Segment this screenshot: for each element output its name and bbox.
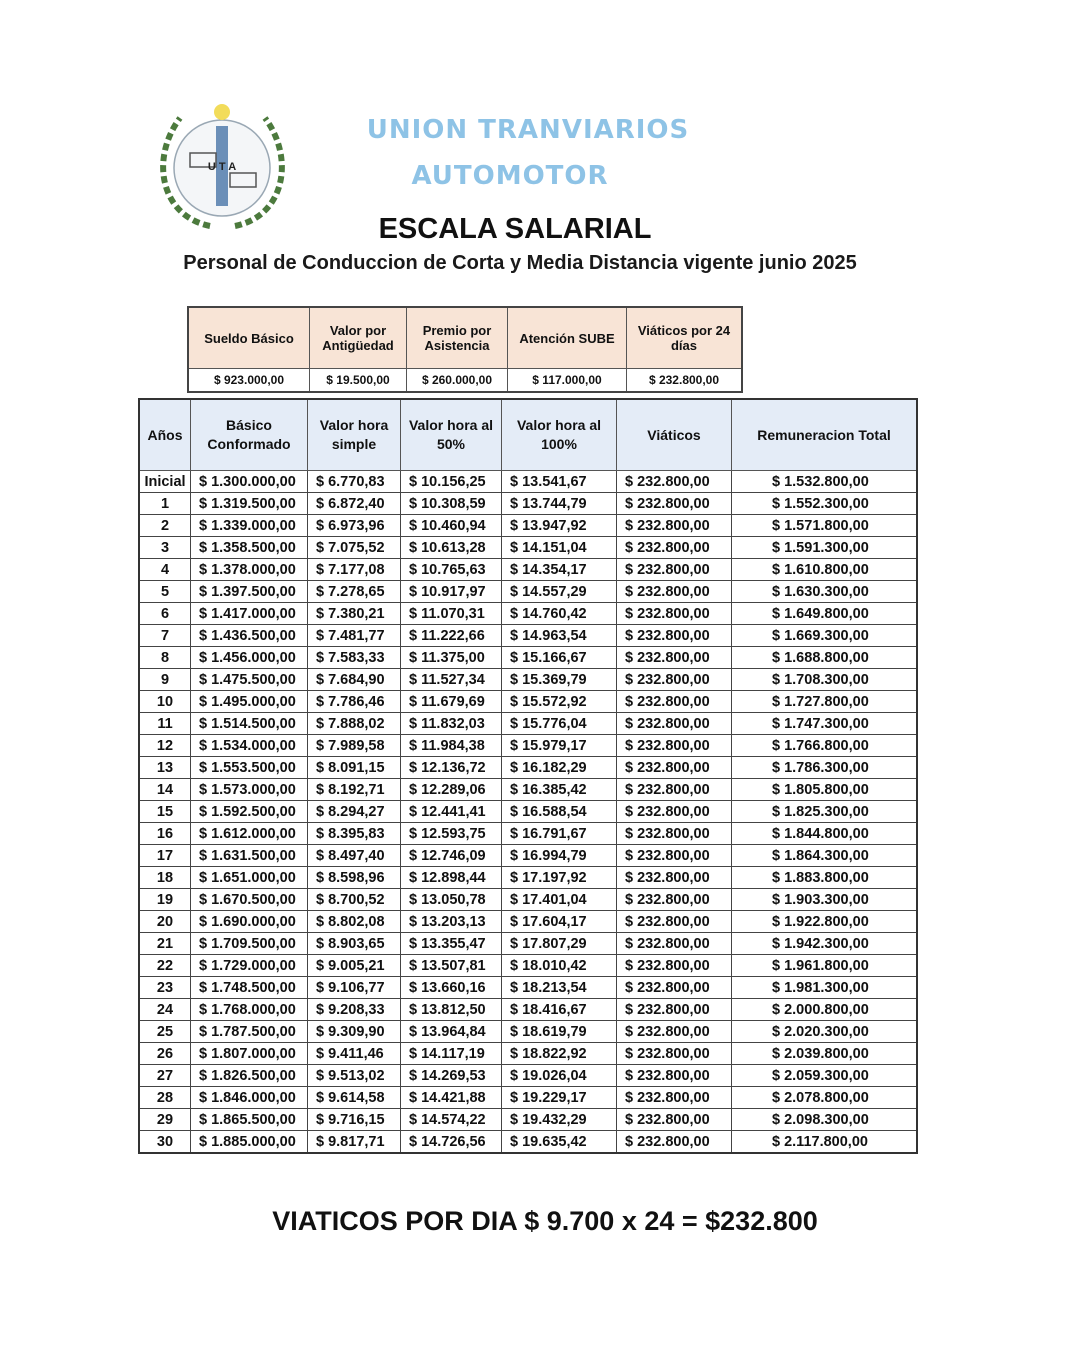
hour-100-cell: $ 17.807,29 — [502, 933, 617, 955]
viaticos-cell: $ 232.800,00 — [617, 1109, 732, 1131]
hour-100-cell: $ 19.026,04 — [502, 1065, 617, 1087]
viaticos-cell: $ 232.800,00 — [617, 559, 732, 581]
total-cell: $ 1.630.300,00 — [732, 581, 918, 603]
table-row — [139, 669, 917, 691]
viaticos-cell: $ 232.800,00 — [617, 647, 732, 669]
hour-simple-cell: $ 7.989,58 — [308, 735, 401, 757]
basic-cell: $ 1.846.000,00 — [191, 1087, 308, 1109]
hour-100-cell: $ 16.385,42 — [502, 779, 617, 801]
viaticos-cell: $ 232.800,00 — [617, 801, 732, 823]
salary-scale-table — [138, 398, 918, 1154]
basic-cell: $ 1.534.000,00 — [191, 735, 308, 757]
uta-logo — [150, 98, 295, 233]
total-cell: $ 1.571.800,00 — [732, 515, 918, 537]
table-row — [139, 1131, 917, 1154]
hour-50-cell: $ 12.136,72 — [401, 757, 502, 779]
hour-simple-cell: $ 7.583,33 — [308, 647, 401, 669]
year-cell: 4 — [139, 559, 191, 581]
logo-text: U T A — [207, 161, 237, 173]
table-row — [139, 911, 917, 933]
summary-label: Atención SUBE — [508, 307, 627, 369]
hour-100-cell: $ 15.776,04 — [502, 713, 617, 735]
table-row — [139, 955, 917, 977]
hour-100-cell: $ 16.994,79 — [502, 845, 617, 867]
hour-simple-cell: $ 8.091,15 — [308, 757, 401, 779]
table-row — [139, 889, 917, 911]
table-row — [139, 801, 917, 823]
viaticos-cell: $ 232.800,00 — [617, 691, 732, 713]
viaticos-cell: $ 232.800,00 — [617, 1087, 732, 1109]
total-cell: $ 2.098.300,00 — [732, 1109, 918, 1131]
basic-cell: $ 1.612.000,00 — [191, 823, 308, 845]
hour-simple-cell: $ 7.380,21 — [308, 603, 401, 625]
hour-100-cell: $ 15.369,79 — [502, 669, 617, 691]
hour-50-cell: $ 14.117,19 — [401, 1043, 502, 1065]
hour-simple-cell: $ 8.802,08 — [308, 911, 401, 933]
total-cell: $ 1.903.300,00 — [732, 889, 918, 911]
viaticos-cell: $ 232.800,00 — [617, 537, 732, 559]
hour-simple-cell: $ 9.716,15 — [308, 1109, 401, 1131]
table-row — [139, 867, 917, 889]
hour-simple-cell: $ 9.513,02 — [308, 1065, 401, 1087]
document-subtitle: Personal de Conduccion de Corta y Media Distancia vigente junio 2025 — [183, 252, 857, 274]
basic-cell: $ 1.553.500,00 — [191, 757, 308, 779]
summary-value: $ 117.000,00 — [508, 369, 627, 393]
total-cell: $ 2.117.800,00 — [732, 1131, 918, 1154]
hour-50-cell: $ 11.527,34 — [401, 669, 502, 691]
viaticos-cell: $ 232.800,00 — [617, 889, 732, 911]
basic-cell: $ 1.339.000,00 — [191, 515, 308, 537]
hour-simple-cell: $ 6.973,96 — [308, 515, 401, 537]
column-header-viaticos: Viáticos — [617, 399, 732, 471]
hour-50-cell: $ 12.593,75 — [401, 823, 502, 845]
table-row — [139, 999, 917, 1021]
year-cell: 20 — [139, 911, 191, 933]
hour-simple-cell: $ 7.684,90 — [308, 669, 401, 691]
table-row — [139, 933, 917, 955]
table-header-row — [139, 399, 917, 471]
hour-simple-cell: $ 9.411,46 — [308, 1043, 401, 1065]
hour-50-cell: $ 13.203,13 — [401, 911, 502, 933]
basic-cell: $ 1.319.500,00 — [191, 493, 308, 515]
table-row — [139, 1087, 917, 1109]
year-cell: 18 — [139, 867, 191, 889]
hour-100-cell: $ 17.401,04 — [502, 889, 617, 911]
hour-50-cell: $ 10.765,63 — [401, 559, 502, 581]
basic-cell: $ 1.358.500,00 — [191, 537, 308, 559]
basic-cell: $ 1.378.000,00 — [191, 559, 308, 581]
basic-cell: $ 1.865.500,00 — [191, 1109, 308, 1131]
year-cell: 11 — [139, 713, 191, 735]
hour-50-cell: $ 13.964,84 — [401, 1021, 502, 1043]
hour-simple-cell: $ 9.208,33 — [308, 999, 401, 1021]
viaticos-cell: $ 232.800,00 — [617, 845, 732, 867]
basic-cell: $ 1.417.000,00 — [191, 603, 308, 625]
viaticos-cell: $ 232.800,00 — [617, 867, 732, 889]
column-header-years: Años — [139, 399, 191, 471]
year-cell: 16 — [139, 823, 191, 845]
total-cell: $ 2.078.800,00 — [732, 1087, 918, 1109]
hour-100-cell: $ 13.947,92 — [502, 515, 617, 537]
hour-simple-cell: $ 8.598,96 — [308, 867, 401, 889]
document-title: ESCALA SALARIAL — [378, 213, 652, 245]
year-cell: 1 — [139, 493, 191, 515]
total-cell: $ 2.000.800,00 — [732, 999, 918, 1021]
hour-50-cell: $ 13.660,16 — [401, 977, 502, 999]
hour-100-cell: $ 18.619,79 — [502, 1021, 617, 1043]
basic-cell: $ 1.709.500,00 — [191, 933, 308, 955]
year-cell: 30 — [139, 1131, 191, 1154]
year-cell: 21 — [139, 933, 191, 955]
hour-100-cell: $ 16.588,54 — [502, 801, 617, 823]
table-row — [139, 1065, 917, 1087]
hour-50-cell: $ 13.812,50 — [401, 999, 502, 1021]
hour-100-cell: $ 15.166,67 — [502, 647, 617, 669]
total-cell: $ 1.786.300,00 — [732, 757, 918, 779]
viaticos-cell: $ 232.800,00 — [617, 779, 732, 801]
year-cell: 5 — [139, 581, 191, 603]
year-cell: 3 — [139, 537, 191, 559]
hour-simple-cell: $ 8.497,40 — [308, 845, 401, 867]
hour-50-cell: $ 10.917,97 — [401, 581, 502, 603]
hour-simple-cell: $ 7.888,02 — [308, 713, 401, 735]
hour-simple-cell: $ 7.278,65 — [308, 581, 401, 603]
hour-50-cell: $ 11.984,38 — [401, 735, 502, 757]
year-cell: 23 — [139, 977, 191, 999]
basic-cell: $ 1.436.500,00 — [191, 625, 308, 647]
basic-cell: $ 1.397.500,00 — [191, 581, 308, 603]
hour-50-cell: $ 13.355,47 — [401, 933, 502, 955]
table-row — [139, 581, 917, 603]
viaticos-cell: $ 232.800,00 — [617, 955, 732, 977]
table-row — [139, 647, 917, 669]
viaticos-cell: $ 232.800,00 — [617, 1065, 732, 1087]
basic-cell: $ 1.826.500,00 — [191, 1065, 308, 1087]
basic-cell: $ 1.670.500,00 — [191, 889, 308, 911]
year-cell: Inicial — [139, 471, 191, 493]
basic-cell: $ 1.768.000,00 — [191, 999, 308, 1021]
summary-values-row — [188, 369, 742, 393]
table-row — [139, 625, 917, 647]
basic-cell: $ 1.514.500,00 — [191, 713, 308, 735]
hour-100-cell: $ 17.604,17 — [502, 911, 617, 933]
summary-value: $ 232.800,00 — [627, 369, 743, 393]
year-cell: 2 — [139, 515, 191, 537]
year-cell: 6 — [139, 603, 191, 625]
hour-50-cell: $ 12.746,09 — [401, 845, 502, 867]
basic-cell: $ 1.631.500,00 — [191, 845, 308, 867]
hour-50-cell: $ 10.156,25 — [401, 471, 502, 493]
year-cell: 19 — [139, 889, 191, 911]
hour-simple-cell: $ 7.177,08 — [308, 559, 401, 581]
table-row — [139, 691, 917, 713]
viaticos-cell: $ 232.800,00 — [617, 669, 732, 691]
column-header-total: Remuneracion Total — [732, 399, 918, 471]
hour-50-cell: $ 10.460,94 — [401, 515, 502, 537]
total-cell: $ 1.610.800,00 — [732, 559, 918, 581]
org-name-line1: UNION TRANVIARIOS — [366, 115, 690, 145]
hour-100-cell: $ 14.963,54 — [502, 625, 617, 647]
viaticos-cell: $ 232.800,00 — [617, 625, 732, 647]
hour-simple-cell: $ 7.481,77 — [308, 625, 401, 647]
viaticos-cell: $ 232.800,00 — [617, 999, 732, 1021]
hour-simple-cell: $ 9.614,58 — [308, 1087, 401, 1109]
hour-simple-cell: $ 6.872,40 — [308, 493, 401, 515]
org-name-line2: AUTOMOTOR — [411, 161, 609, 191]
viaticos-cell: $ 232.800,00 — [617, 757, 732, 779]
year-cell: 10 — [139, 691, 191, 713]
hour-100-cell: $ 14.354,17 — [502, 559, 617, 581]
total-cell: $ 1.766.800,00 — [732, 735, 918, 757]
hour-simple-cell: $ 9.106,77 — [308, 977, 401, 999]
hour-50-cell: $ 11.375,00 — [401, 647, 502, 669]
hour-50-cell: $ 14.421,88 — [401, 1087, 502, 1109]
hour-simple-cell: $ 8.395,83 — [308, 823, 401, 845]
hour-50-cell: $ 11.679,69 — [401, 691, 502, 713]
year-cell: 13 — [139, 757, 191, 779]
hour-50-cell: $ 12.898,44 — [401, 867, 502, 889]
total-cell: $ 1.727.800,00 — [732, 691, 918, 713]
hour-simple-cell: $ 6.770,83 — [308, 471, 401, 493]
year-cell: 28 — [139, 1087, 191, 1109]
basic-cell: $ 1.573.000,00 — [191, 779, 308, 801]
total-cell: $ 1.981.300,00 — [732, 977, 918, 999]
hour-50-cell: $ 12.441,41 — [401, 801, 502, 823]
year-cell: 26 — [139, 1043, 191, 1065]
hour-100-cell: $ 18.822,92 — [502, 1043, 617, 1065]
total-cell: $ 1.825.300,00 — [732, 801, 918, 823]
viaticos-cell: $ 232.800,00 — [617, 1043, 732, 1065]
column-header-basic: Básico Conformado — [191, 399, 308, 471]
basic-cell: $ 1.300.000,00 — [191, 471, 308, 493]
hour-50-cell: $ 11.222,66 — [401, 625, 502, 647]
summary-label: Sueldo Básico — [188, 307, 310, 369]
viaticos-cell: $ 232.800,00 — [617, 1021, 732, 1043]
total-cell: $ 1.669.300,00 — [732, 625, 918, 647]
viaticos-cell: $ 232.800,00 — [617, 911, 732, 933]
hour-50-cell: $ 13.050,78 — [401, 889, 502, 911]
hour-50-cell: $ 11.070,31 — [401, 603, 502, 625]
viaticos-cell: $ 232.800,00 — [617, 603, 732, 625]
hour-100-cell: $ 15.572,92 — [502, 691, 617, 713]
year-cell: 14 — [139, 779, 191, 801]
total-cell: $ 1.532.800,00 — [732, 471, 918, 493]
year-cell: 12 — [139, 735, 191, 757]
table-row — [139, 1043, 917, 1065]
hour-simple-cell: $ 7.786,46 — [308, 691, 401, 713]
year-cell: 25 — [139, 1021, 191, 1043]
table-row — [139, 735, 917, 757]
total-cell: $ 1.805.800,00 — [732, 779, 918, 801]
total-cell: $ 1.708.300,00 — [732, 669, 918, 691]
hour-simple-cell: $ 8.294,27 — [308, 801, 401, 823]
hour-100-cell: $ 14.760,42 — [502, 603, 617, 625]
hour-50-cell: $ 10.308,59 — [401, 493, 502, 515]
summary-value: $ 923.000,00 — [188, 369, 310, 393]
year-cell: 24 — [139, 999, 191, 1021]
total-cell: $ 2.059.300,00 — [732, 1065, 918, 1087]
basic-cell: $ 1.495.000,00 — [191, 691, 308, 713]
table-row — [139, 493, 917, 515]
total-cell: $ 1.942.300,00 — [732, 933, 918, 955]
table-row — [139, 559, 917, 581]
hour-50-cell: $ 14.574,22 — [401, 1109, 502, 1131]
logo-sun — [214, 104, 230, 120]
hour-50-cell: $ 13.507,81 — [401, 955, 502, 977]
basic-cell: $ 1.748.500,00 — [191, 977, 308, 999]
viaticos-cell: $ 232.800,00 — [617, 515, 732, 537]
total-cell: $ 1.864.300,00 — [732, 845, 918, 867]
viaticos-cell: $ 232.800,00 — [617, 823, 732, 845]
hour-100-cell: $ 13.541,67 — [502, 471, 617, 493]
basic-cell: $ 1.592.500,00 — [191, 801, 308, 823]
hour-50-cell: $ 11.832,03 — [401, 713, 502, 735]
table-body — [139, 471, 917, 1154]
hour-100-cell: $ 18.416,67 — [502, 999, 617, 1021]
table-row — [139, 1109, 917, 1131]
viaticos-cell: $ 232.800,00 — [617, 493, 732, 515]
total-cell: $ 1.844.800,00 — [732, 823, 918, 845]
table-row — [139, 471, 917, 493]
year-cell: 27 — [139, 1065, 191, 1087]
year-cell: 17 — [139, 845, 191, 867]
table-row — [139, 537, 917, 559]
year-cell: 22 — [139, 955, 191, 977]
hour-100-cell: $ 16.791,67 — [502, 823, 617, 845]
viaticos-cell: $ 232.800,00 — [617, 933, 732, 955]
table-row — [139, 603, 917, 625]
viaticos-cell: $ 232.800,00 — [617, 735, 732, 757]
total-cell: $ 1.961.800,00 — [732, 955, 918, 977]
hour-50-cell: $ 14.726,56 — [401, 1131, 502, 1154]
basic-cell: $ 1.807.000,00 — [191, 1043, 308, 1065]
basic-cell: $ 1.690.000,00 — [191, 911, 308, 933]
total-cell: $ 1.591.300,00 — [732, 537, 918, 559]
hour-100-cell: $ 15.979,17 — [502, 735, 617, 757]
basic-cell: $ 1.729.000,00 — [191, 955, 308, 977]
year-cell: 9 — [139, 669, 191, 691]
hour-simple-cell: $ 8.192,71 — [308, 779, 401, 801]
column-header-hour-100: Valor hora al 100% — [502, 399, 617, 471]
viaticos-cell: $ 232.800,00 — [617, 581, 732, 603]
hour-100-cell: $ 13.744,79 — [502, 493, 617, 515]
hour-100-cell: $ 19.229,17 — [502, 1087, 617, 1109]
viaticos-note: VIATICOS POR DIA $ 9.700 x 24 = $232.800 — [272, 1206, 818, 1236]
viaticos-cell: $ 232.800,00 — [617, 713, 732, 735]
table-row — [139, 515, 917, 537]
year-cell: 8 — [139, 647, 191, 669]
column-header-hour-50: Valor hora al 50% — [401, 399, 502, 471]
basic-cell: $ 1.475.500,00 — [191, 669, 308, 691]
hour-50-cell: $ 10.613,28 — [401, 537, 502, 559]
hour-100-cell: $ 17.197,92 — [502, 867, 617, 889]
hour-50-cell: $ 14.269,53 — [401, 1065, 502, 1087]
hour-100-cell: $ 19.635,42 — [502, 1131, 617, 1154]
hour-50-cell: $ 12.289,06 — [401, 779, 502, 801]
hour-simple-cell: $ 7.075,52 — [308, 537, 401, 559]
viaticos-cell: $ 232.800,00 — [617, 977, 732, 999]
basic-cell: $ 1.456.000,00 — [191, 647, 308, 669]
hour-simple-cell: $ 8.903,65 — [308, 933, 401, 955]
table-row — [139, 757, 917, 779]
summary-value: $ 260.000,00 — [407, 369, 508, 393]
table-row — [139, 823, 917, 845]
table-row — [139, 713, 917, 735]
year-cell: 7 — [139, 625, 191, 647]
summary-value: $ 19.500,00 — [310, 369, 407, 393]
table-row — [139, 779, 917, 801]
column-header-hour-simple: Valor hora simple — [308, 399, 401, 471]
summary-label: Premio por Asistencia — [407, 307, 508, 369]
total-cell: $ 1.922.800,00 — [732, 911, 918, 933]
hour-100-cell: $ 14.557,29 — [502, 581, 617, 603]
year-cell: 29 — [139, 1109, 191, 1131]
total-cell: $ 1.552.300,00 — [732, 493, 918, 515]
total-cell: $ 1.883.800,00 — [732, 867, 918, 889]
hour-100-cell: $ 14.151,04 — [502, 537, 617, 559]
total-cell: $ 1.688.800,00 — [732, 647, 918, 669]
total-cell: $ 2.020.300,00 — [732, 1021, 918, 1043]
table-row — [139, 845, 917, 867]
year-cell: 15 — [139, 801, 191, 823]
summary-labels-row — [188, 307, 742, 369]
viaticos-cell: $ 232.800,00 — [617, 471, 732, 493]
viaticos-cell: $ 232.800,00 — [617, 1131, 732, 1154]
summary-label: Valor por Antigüedad — [310, 307, 407, 369]
total-cell: $ 1.649.800,00 — [732, 603, 918, 625]
basic-cell: $ 1.651.000,00 — [191, 867, 308, 889]
hour-simple-cell: $ 9.817,71 — [308, 1131, 401, 1154]
table-row — [139, 1021, 917, 1043]
hour-simple-cell: $ 9.309,90 — [308, 1021, 401, 1043]
hour-100-cell: $ 18.213,54 — [502, 977, 617, 999]
hour-100-cell: $ 16.182,29 — [502, 757, 617, 779]
summary-table — [187, 306, 743, 393]
basic-cell: $ 1.787.500,00 — [191, 1021, 308, 1043]
basic-cell: $ 1.885.000,00 — [191, 1131, 308, 1154]
hour-simple-cell: $ 9.005,21 — [308, 955, 401, 977]
table-row — [139, 977, 917, 999]
summary-label: Viáticos por 24 días — [627, 307, 743, 369]
total-cell: $ 2.039.800,00 — [732, 1043, 918, 1065]
hour-100-cell: $ 19.432,29 — [502, 1109, 617, 1131]
total-cell: $ 1.747.300,00 — [732, 713, 918, 735]
hour-simple-cell: $ 8.700,52 — [308, 889, 401, 911]
hour-100-cell: $ 18.010,42 — [502, 955, 617, 977]
